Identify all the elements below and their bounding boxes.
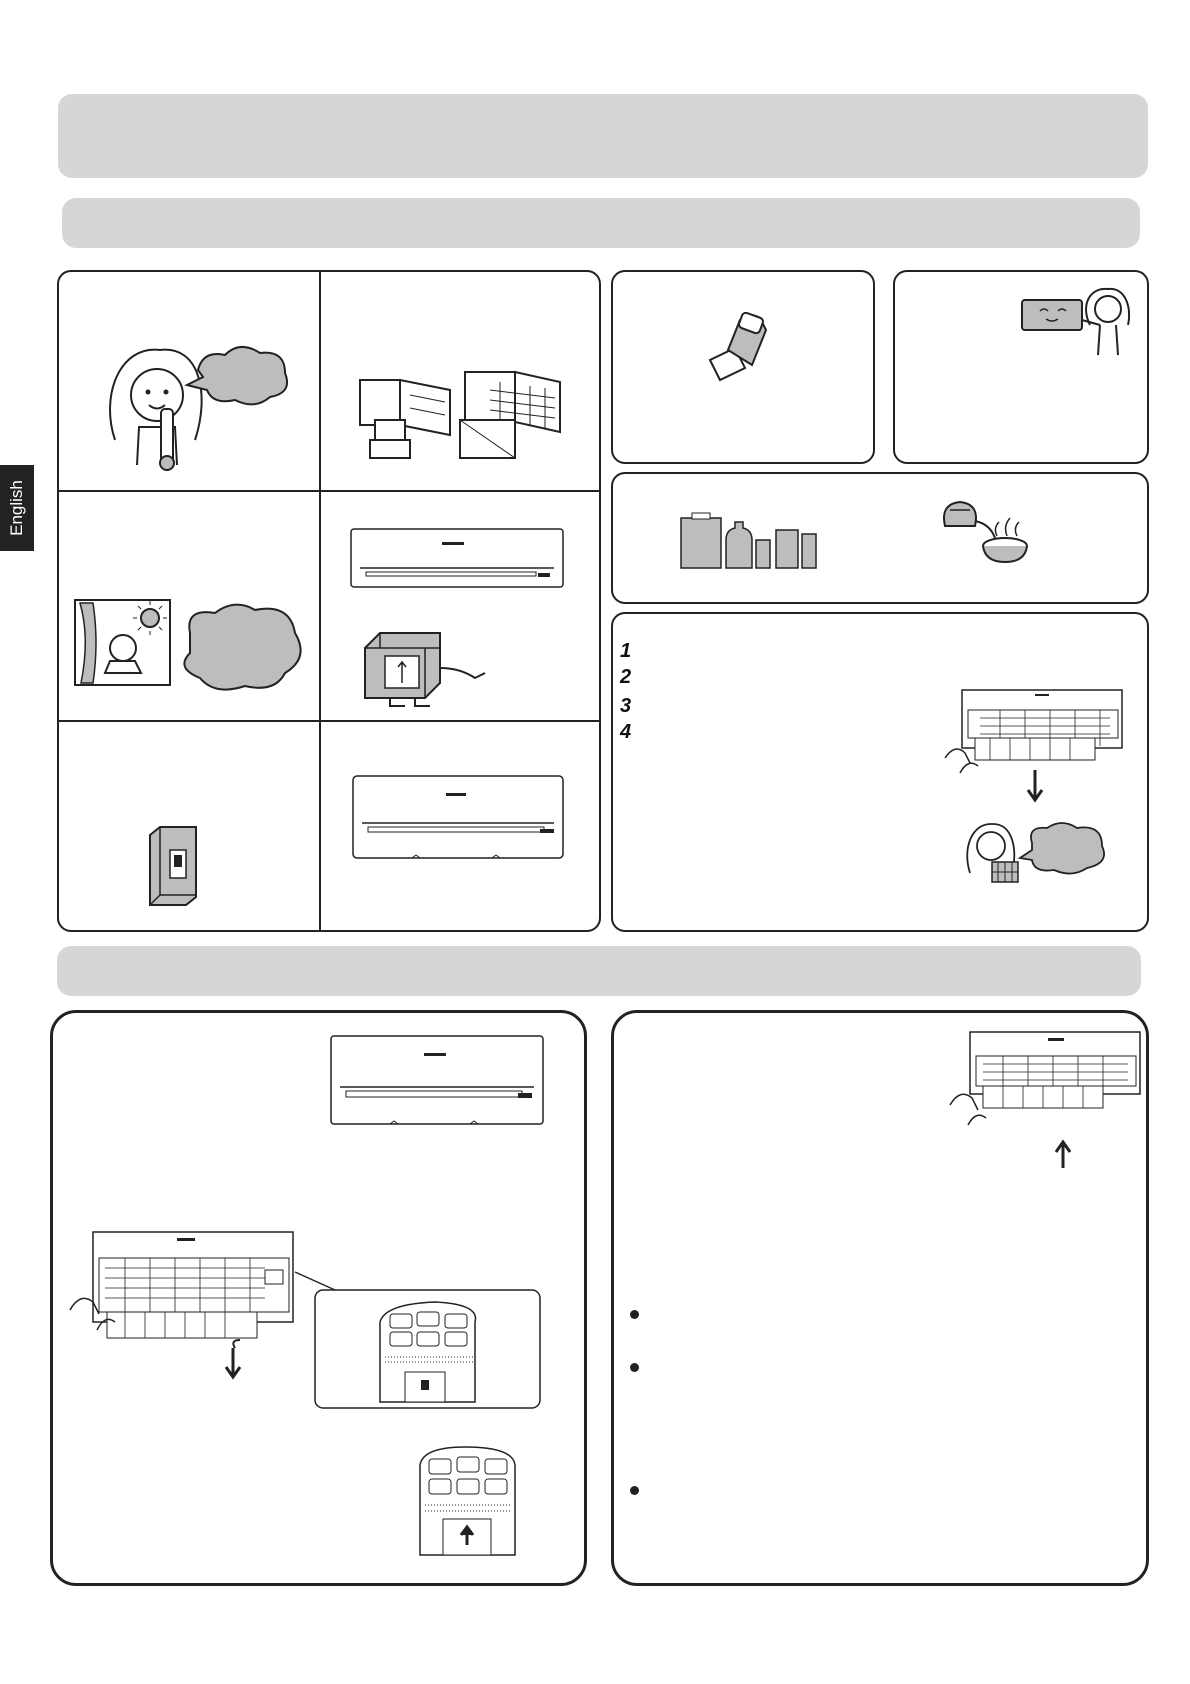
circuit-breaker-icon xyxy=(148,825,198,907)
person-thermometer-icon xyxy=(95,335,295,475)
step-number-4: 4 xyxy=(620,721,632,743)
person-cleaning-unit-icon xyxy=(1020,285,1140,360)
air-filter-open-icon xyxy=(65,1230,300,1380)
air-filter-icon xyxy=(415,1445,520,1560)
detergent-bottles-icon xyxy=(680,512,820,570)
cleaning-cloth-icon xyxy=(700,310,780,390)
furniture-obstruction-icon xyxy=(350,370,570,460)
step-number-1: 1 xyxy=(620,640,632,662)
section-banner-care xyxy=(62,198,1140,248)
grid-divider-h1 xyxy=(59,490,599,492)
step-number-2: 2 xyxy=(620,666,632,688)
bullet-1 xyxy=(630,1310,639,1319)
air-conditioner-icon-2 xyxy=(352,775,564,860)
header-banner xyxy=(58,94,1148,178)
bullet-3 xyxy=(630,1486,639,1495)
person-filter-icon xyxy=(962,818,1112,888)
air-conditioner-icon-3 xyxy=(330,1035,544,1125)
grid-divider-vertical xyxy=(319,272,321,930)
grid-divider-h2 xyxy=(59,720,599,722)
air-conditioner-icon xyxy=(350,528,564,590)
language-tab-label: English xyxy=(7,480,26,536)
air-filter-removal-icon xyxy=(940,688,1125,808)
kettle-icon xyxy=(935,496,1035,566)
bullet-2 xyxy=(630,1363,639,1372)
language-tab xyxy=(0,465,34,551)
air-filter-reinstall-icon xyxy=(948,1030,1143,1170)
remote-control-icon xyxy=(360,628,500,708)
window-sun-icon xyxy=(75,598,305,693)
section-banner-filter xyxy=(57,946,1141,996)
step-number-3: 3 xyxy=(620,695,632,717)
filter-detail-callout xyxy=(295,1262,545,1412)
